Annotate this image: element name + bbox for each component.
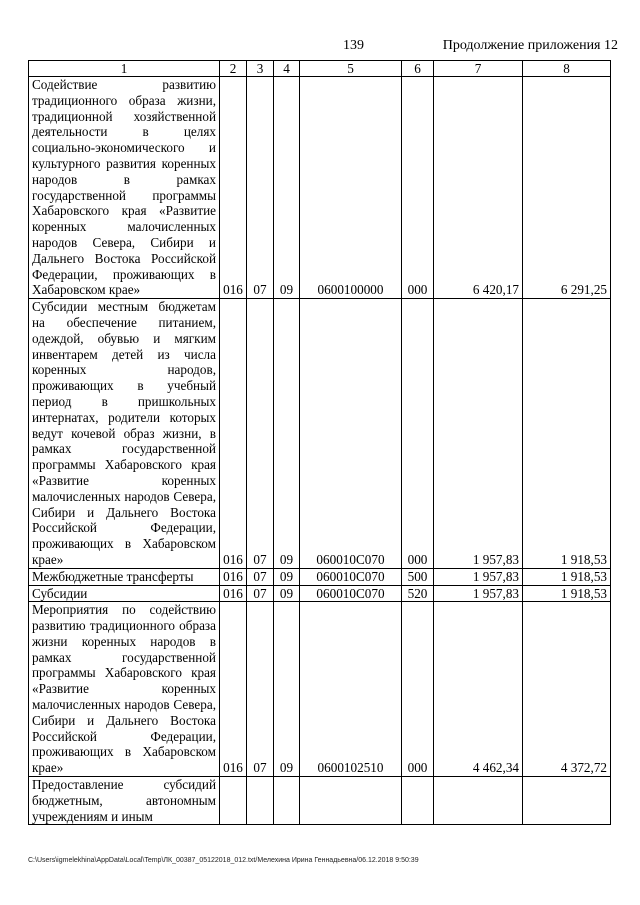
amount-year-2: 6 291,25 [523, 77, 611, 299]
target-code: 060010С070 [300, 585, 402, 602]
column-header-row [29, 61, 611, 77]
row-name: Межбюджетные трансферты [29, 568, 220, 585]
column-header: 2 [220, 61, 247, 77]
table-row [29, 299, 611, 569]
ministry-code: 016 [220, 602, 247, 777]
file-path-footer: C:\Users\igmelekhina\AppData\Local\Temp\ЛК_00387_05122018_012.txt/Мелехина Ирина Геннадьевна/06.12.2018 9:50:39 [28, 857, 419, 864]
subsection-code: 09 [274, 77, 300, 299]
column-header: 1 [29, 61, 220, 77]
subsection-code: 09 [274, 602, 300, 777]
budget-table [28, 60, 611, 825]
section-code: 07 [247, 568, 274, 585]
expense-type-code: 500 [402, 568, 434, 585]
ministry-code: 016 [220, 77, 247, 299]
ministry-code: 016 [220, 585, 247, 602]
amount-year-1: 1 957,83 [434, 299, 523, 569]
target-code [300, 777, 402, 825]
expense-type-code [402, 777, 434, 825]
column-header: 4 [274, 61, 300, 77]
column-header: 5 [300, 61, 402, 77]
amount-year-1: 1 957,83 [434, 568, 523, 585]
expense-type-code: 000 [402, 299, 434, 569]
ministry-code: 016 [220, 568, 247, 585]
target-code: 0600100000 [300, 77, 402, 299]
ministry-code [220, 777, 247, 825]
expense-type-code: 520 [402, 585, 434, 602]
section-code: 07 [247, 602, 274, 777]
target-code: 060010С070 [300, 299, 402, 569]
subsection-code [274, 777, 300, 825]
subsection-code: 09 [274, 299, 300, 569]
amount-year-1: 1 957,83 [434, 585, 523, 602]
column-header: 6 [402, 61, 434, 77]
amount-year-2: 1 918,53 [523, 585, 611, 602]
amount-year-2: 1 918,53 [523, 299, 611, 569]
target-code: 060010С070 [300, 568, 402, 585]
target-code: 0600102510 [300, 602, 402, 777]
section-code: 07 [247, 77, 274, 299]
row-name: Мероприятия по содействию развитию традиционного образа жизни коренных народов в рамках государственной программы Хабаровского края «Развитие коренных малочисленных народов Севера, Сибири и Дальнего Востока Российской Федерации, проживающих в Хабаровском крае» [29, 602, 220, 777]
section-code: 07 [247, 585, 274, 602]
table-row [29, 602, 611, 777]
ministry-code: 016 [220, 299, 247, 569]
row-name: Содействие развитию традиционного образа жизни, традиционной хозяйственной деятельности в целях социально-экономического и культурного развития коренных народов в рамках государственной программы Хабаровского края «Развитие коренных малочисленных народов Севера, Сибири и Дальнего Востока Российской Федерации, проживающих в Хабаровском крае» [29, 77, 220, 299]
table-row [29, 77, 611, 299]
amount-year-1: 6 420,17 [434, 77, 523, 299]
amount-year-2: 1 918,53 [523, 568, 611, 585]
amount-year-2: 4 372,72 [523, 602, 611, 777]
page-number: 139 [343, 38, 364, 53]
section-code: 07 [247, 299, 274, 569]
expense-type-code: 000 [402, 77, 434, 299]
row-name: Субсидии местным бюджетам на обеспечение питанием, одеждой, обувью и мягким инвентарем детей из числа коренных народов, проживающих в учебный период в пришкольных интернатах, родители которых ведут кочевой образ жизни, в рамках государственной программы Хабаровского края «Развитие коренных малочисленных народов Севера, Сибири и Дальнего Востока Российской Федерации, проживающих в Хабаровском крае» [29, 299, 220, 569]
expense-type-code: 000 [402, 602, 434, 777]
table-row [29, 777, 611, 825]
amount-year-1 [434, 777, 523, 825]
subsection-code: 09 [274, 568, 300, 585]
table-row [29, 585, 611, 602]
row-name: Субсидии [29, 585, 220, 602]
column-header: 3 [247, 61, 274, 77]
table-row [29, 568, 611, 585]
amount-year-2 [523, 777, 611, 825]
section-code [247, 777, 274, 825]
column-header: 8 [523, 61, 611, 77]
column-header: 7 [434, 61, 523, 77]
appendix-label: Продолжение приложения 12 [442, 38, 618, 53]
amount-year-1: 4 462,34 [434, 602, 523, 777]
subsection-code: 09 [274, 585, 300, 602]
row-name: Предоставление субсидий бюджетным, автономным учреждениям и иным [29, 777, 220, 825]
